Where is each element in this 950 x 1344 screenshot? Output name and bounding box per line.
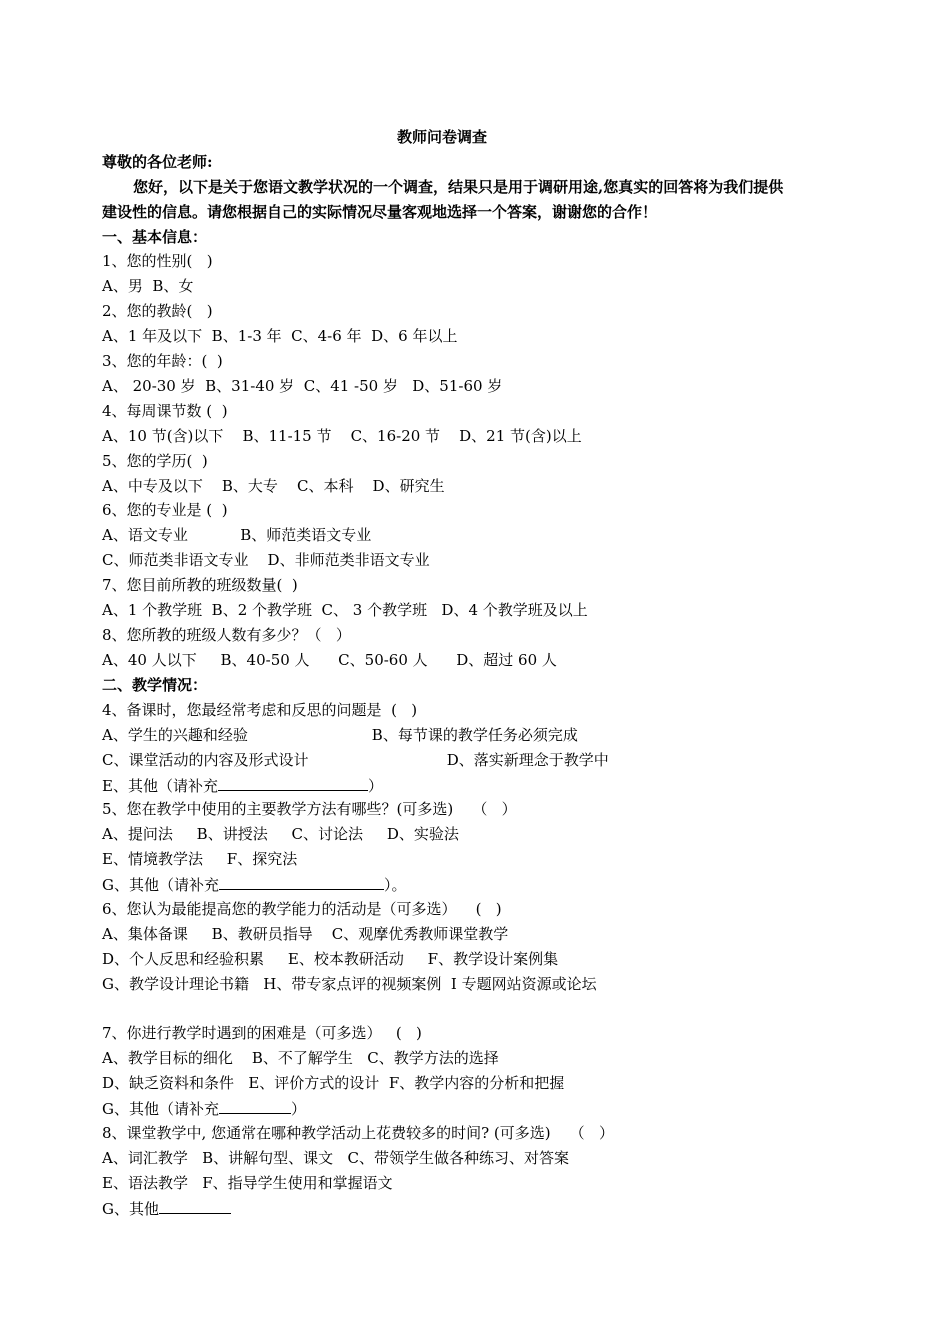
t6-options-df: D、个人反思和经验积累 E、校本教研活动 F、教学设计案例集 [102, 950, 559, 968]
q3-options: A、 20-30 岁 B、31-40 岁 C、41 -50 岁 D、51-60 岁 [102, 377, 503, 395]
q3-age: 3、您的年龄：( ) [102, 352, 223, 370]
t6-options-gi: G、教学设计理论书籍 H、带专家点评的视频案例 I 专题网站资源或论坛 [102, 975, 597, 993]
page-title: 教师问卷调查 [396, 128, 487, 146]
t4-lesson-prep: 4、备课时，您最经常考虑和反思的问题是 ( ) [102, 701, 418, 719]
t6-improvement-activities: 6、您认为最能提高您的教学能力的活动是（可多选） ( ) [102, 900, 502, 918]
q1-gender: 1、您的性别( ) [102, 252, 213, 270]
t8-options-ac: A、词汇教学 B、讲解句型、课文 C、带领学生做各种练习、对答案 [102, 1149, 569, 1167]
intro-line-1: 您好，以下是关于您语文教学状况的一个调查，结果只是用于调研用途,您真实的回答将为我们提供 [133, 178, 784, 196]
t8-option-g: G、其他 [102, 1198, 231, 1219]
t4-options-cd: C、课堂活动的内容及形式设计 D、落实新理念于教学中 [102, 751, 609, 769]
t7-options-ac: A、教学目标的细化 B、不了解学生 C、教学方法的选择 [102, 1049, 499, 1067]
fill-in-blank[interactable] [159, 1198, 231, 1214]
fill-in-blank[interactable] [219, 874, 384, 890]
t5-option-g: G、其他（请补充 ）。 [102, 876, 407, 894]
t7-option-g: G、其他（请补充 ） [102, 1100, 306, 1118]
t5-options-ad: A、提问法 B、讲授法 C、讨论法 D、实验法 [102, 825, 459, 843]
q4-weekly-lessons: 4、每周课节数 ( ) [102, 402, 228, 420]
t4-option-e: E、其他（请补充 ） [102, 777, 383, 795]
t8-options-ef: E、语法教学 F、指导学生使用和掌握语文 [102, 1174, 393, 1192]
section-teaching-heading: 二、教学情况： [102, 676, 208, 694]
q2-options: A、1 年及以下 B、1-3 年 C、4-6 年 D、6 年以上 [102, 327, 458, 345]
q6-options-cd: C、师范类非语文专业 D、非师范类非语文专业 [102, 551, 430, 569]
t5-teaching-methods: 5、您在教学中使用的主要教学方法有哪些？(可多选) （ ） [102, 800, 517, 818]
q1-options: A、男 B、女 [102, 277, 194, 295]
q5-options: A、中专及以下 B、大专 C、本科 D、研究生 [102, 477, 445, 495]
t4-options-ab: A、学生的兴趣和经验 B、每节课的教学任务必须完成 [102, 726, 578, 744]
t7-difficulties: 7、你进行教学时遇到的困难是（可多选） ( ) [102, 1024, 422, 1042]
q7-class-count: 7、您目前所教的班级数量( ) [102, 576, 298, 594]
q8-class-size: 8、您所教的班级人数有多少？（ ） [102, 626, 351, 644]
q4-options: A、10 节(含)以下 B、11-15 节 C、16-20 节 D、21 节(含)以上 [102, 427, 582, 445]
q6-options-ab: A、语文专业 B、师范类语文专业 [102, 526, 372, 544]
q6-major: 6、您的专业是 ( ) [102, 501, 228, 519]
q7-options: A、1 个教学班 B、2 个教学班 C、 3 个教学班 D、4 个教学班及以上 [102, 601, 588, 619]
t5-options-ef: E、情境教学法 F、探究法 [102, 850, 298, 868]
t6-options-ac: A、集体备课 B、教研员指导 C、观摩优秀教师课堂教学 [102, 925, 509, 943]
fill-in-blank[interactable] [218, 775, 368, 791]
greeting: 尊敬的各位老师: [102, 153, 213, 171]
q2-teaching-years: 2、您的教龄( ) [102, 302, 213, 320]
t7-options-df: D、缺乏资料和条件 E、评价方式的设计 F、教学内容的分析和把握 [102, 1074, 565, 1092]
q5-education: 5、您的学历( ) [102, 452, 208, 470]
section-basic-info-heading: 一、基本信息： [102, 228, 208, 246]
fill-in-blank[interactable] [219, 1098, 291, 1114]
q8-options: A、40 人以下 B、40-50 人 C、50-60 人 D、超过 60 人 [102, 651, 557, 669]
intro-line-2: 建设性的信息。请您根据自己的实际情况尽量客观地选择一个答案，谢谢您的合作！ [102, 203, 658, 221]
t8-time-spent: 8、课堂教学中, 您通常在哪种教学活动上花费较多的时间? (可多选) （ ） [102, 1124, 614, 1142]
